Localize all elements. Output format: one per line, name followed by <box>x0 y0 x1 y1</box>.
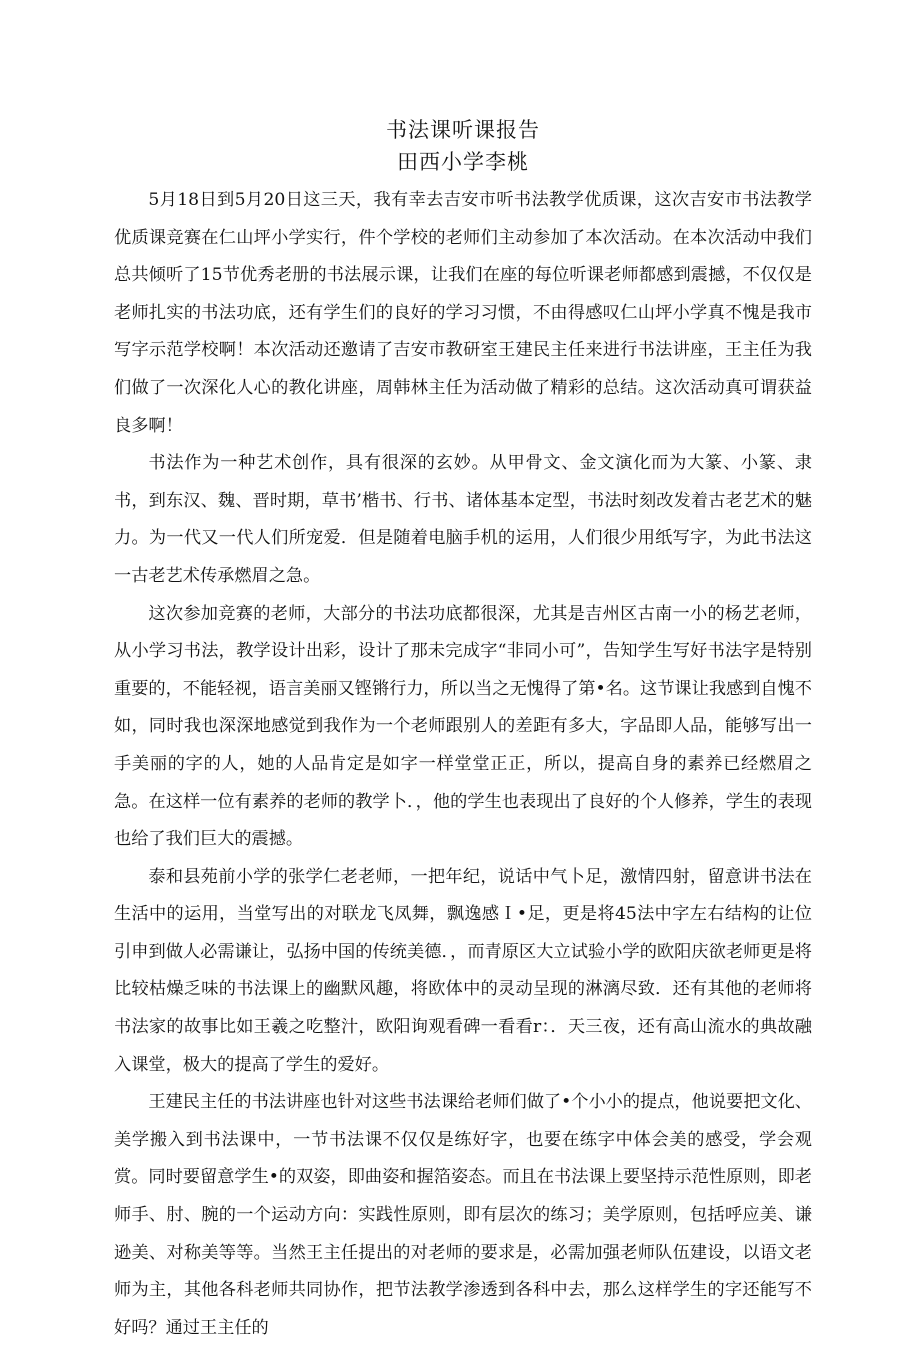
paragraph-competition-teachers: 这次参加竞赛的老师，大部分的书法功底都很深，尤其是吉州区古南一小的杨艺老师，从小学习书法，教学设计出彩，设计了那未完成字“非同小可”，告知学生写好书法字是特别重要的，不能轻视，语言美丽又铿锵行力，所以当之无愧得了第•名。这节课让我感到自愧不如，同时我也深深地感觉到我作为一个老师跟别人的差距有多大，字品即人品，能够写出一手美丽的字的人，她的人品肯定是如字一样堂堂正正，所以，提高自身的素养已经燃眉之急。在这样一位有素养的老师的教学卜．，他的学生也表现出了良好的个人修养，学生的表现也给了我们巨大的震撼。 <box>114 603 812 850</box>
paragraph-other-teachers: 泰和县苑前小学的张学仁老老师，一把年纪，说话中气卜足，激情四射，留意讲书法在生活中的运用，当堂写出的对联龙飞凤舞，飘逸感Ｉ•足，更是将45法中字左右结构的让位引申到做人必需谦让，弘扬中国的传统美德．，而青原区大立试验小学的欧阳庆欲老师更是将比较枯燥乏味的书法课上的幽默风趣，将欧体中的灵动呈现的淋漓尽致．还有其他的老师将书法家的故事比如王羲之吃整汁，欧阳询观看碑一看看r：．天三夜，还有高山流水的典故融入课堂，极大的提高了学生的爱好。 <box>114 866 812 1075</box>
paragraph-intro: 5月18日到5月20日这三天，我有幸去吉安市听书法教学优质课，这次吉安市书法教学优质课竞赛在仁山坪小学实行，件个学校的老师们主动参加了本次活动。在本次活动中我们总共倾听了15节优秀老册的书法展示课，让我们在座的每位听课老师都感到震撼，不仅仅是老师扎实的书法功底，还有学生们的良好的学习习惯，不由得感叹仁山坪小学真不愧是我市写字示范学校啊！本次活动还邀请了吉安市教研室王建民主任来进行书法讲座，王主任为我们做了一次深化人心的教化讲座，周韩林主任为活动做了精彩的总结。这次活动真可谓获益良多啊！ <box>114 190 812 436</box>
document-author-line: 田西小学李桃 <box>397 150 529 174</box>
paragraph-lecture: 王建民主任的书法讲座也针对这些书法课给老师们做了•个小小的提点，他说要把文化、美学搬入到书法课中，一节书法课不仅仅是练好字，也要在练字中体会美的感受，学会观赏。同时要留意学生•的双姿，即曲姿和握箔姿态。而且在书法课上要坚持示范性原则，即老师手、肘、腕的一个运动方向：实践性原则，即有层次的练习；美学原则，包括呼应美、谦逊美、对称美等等。当然王主任提出的对老师的要求是，必需加强老师队伍建设，以语文老师为主，其他各科老师共同协作，把节法教学渗透到各科中去，那么这样学生的字还能写不好吗？通过王主任的 <box>114 1092 812 1338</box>
document-title: 书法课听课报告 <box>386 118 540 142</box>
paragraph-calligraphy-history: 书法作为一种艺术创作，具有很深的玄妙。从甲骨文、金文演化而为大篆、小篆、隶书，到东汉、魏、晋时期，草书’楷书、行书、诸体基本定型，书法时刻改发着古老艺术的魅力。为一代又一代人们所宠爱．但是随着电脑手机的运用，人们很少用纸写字，为此书法这一古老艺术传承燃眉之急。 <box>114 453 812 586</box>
